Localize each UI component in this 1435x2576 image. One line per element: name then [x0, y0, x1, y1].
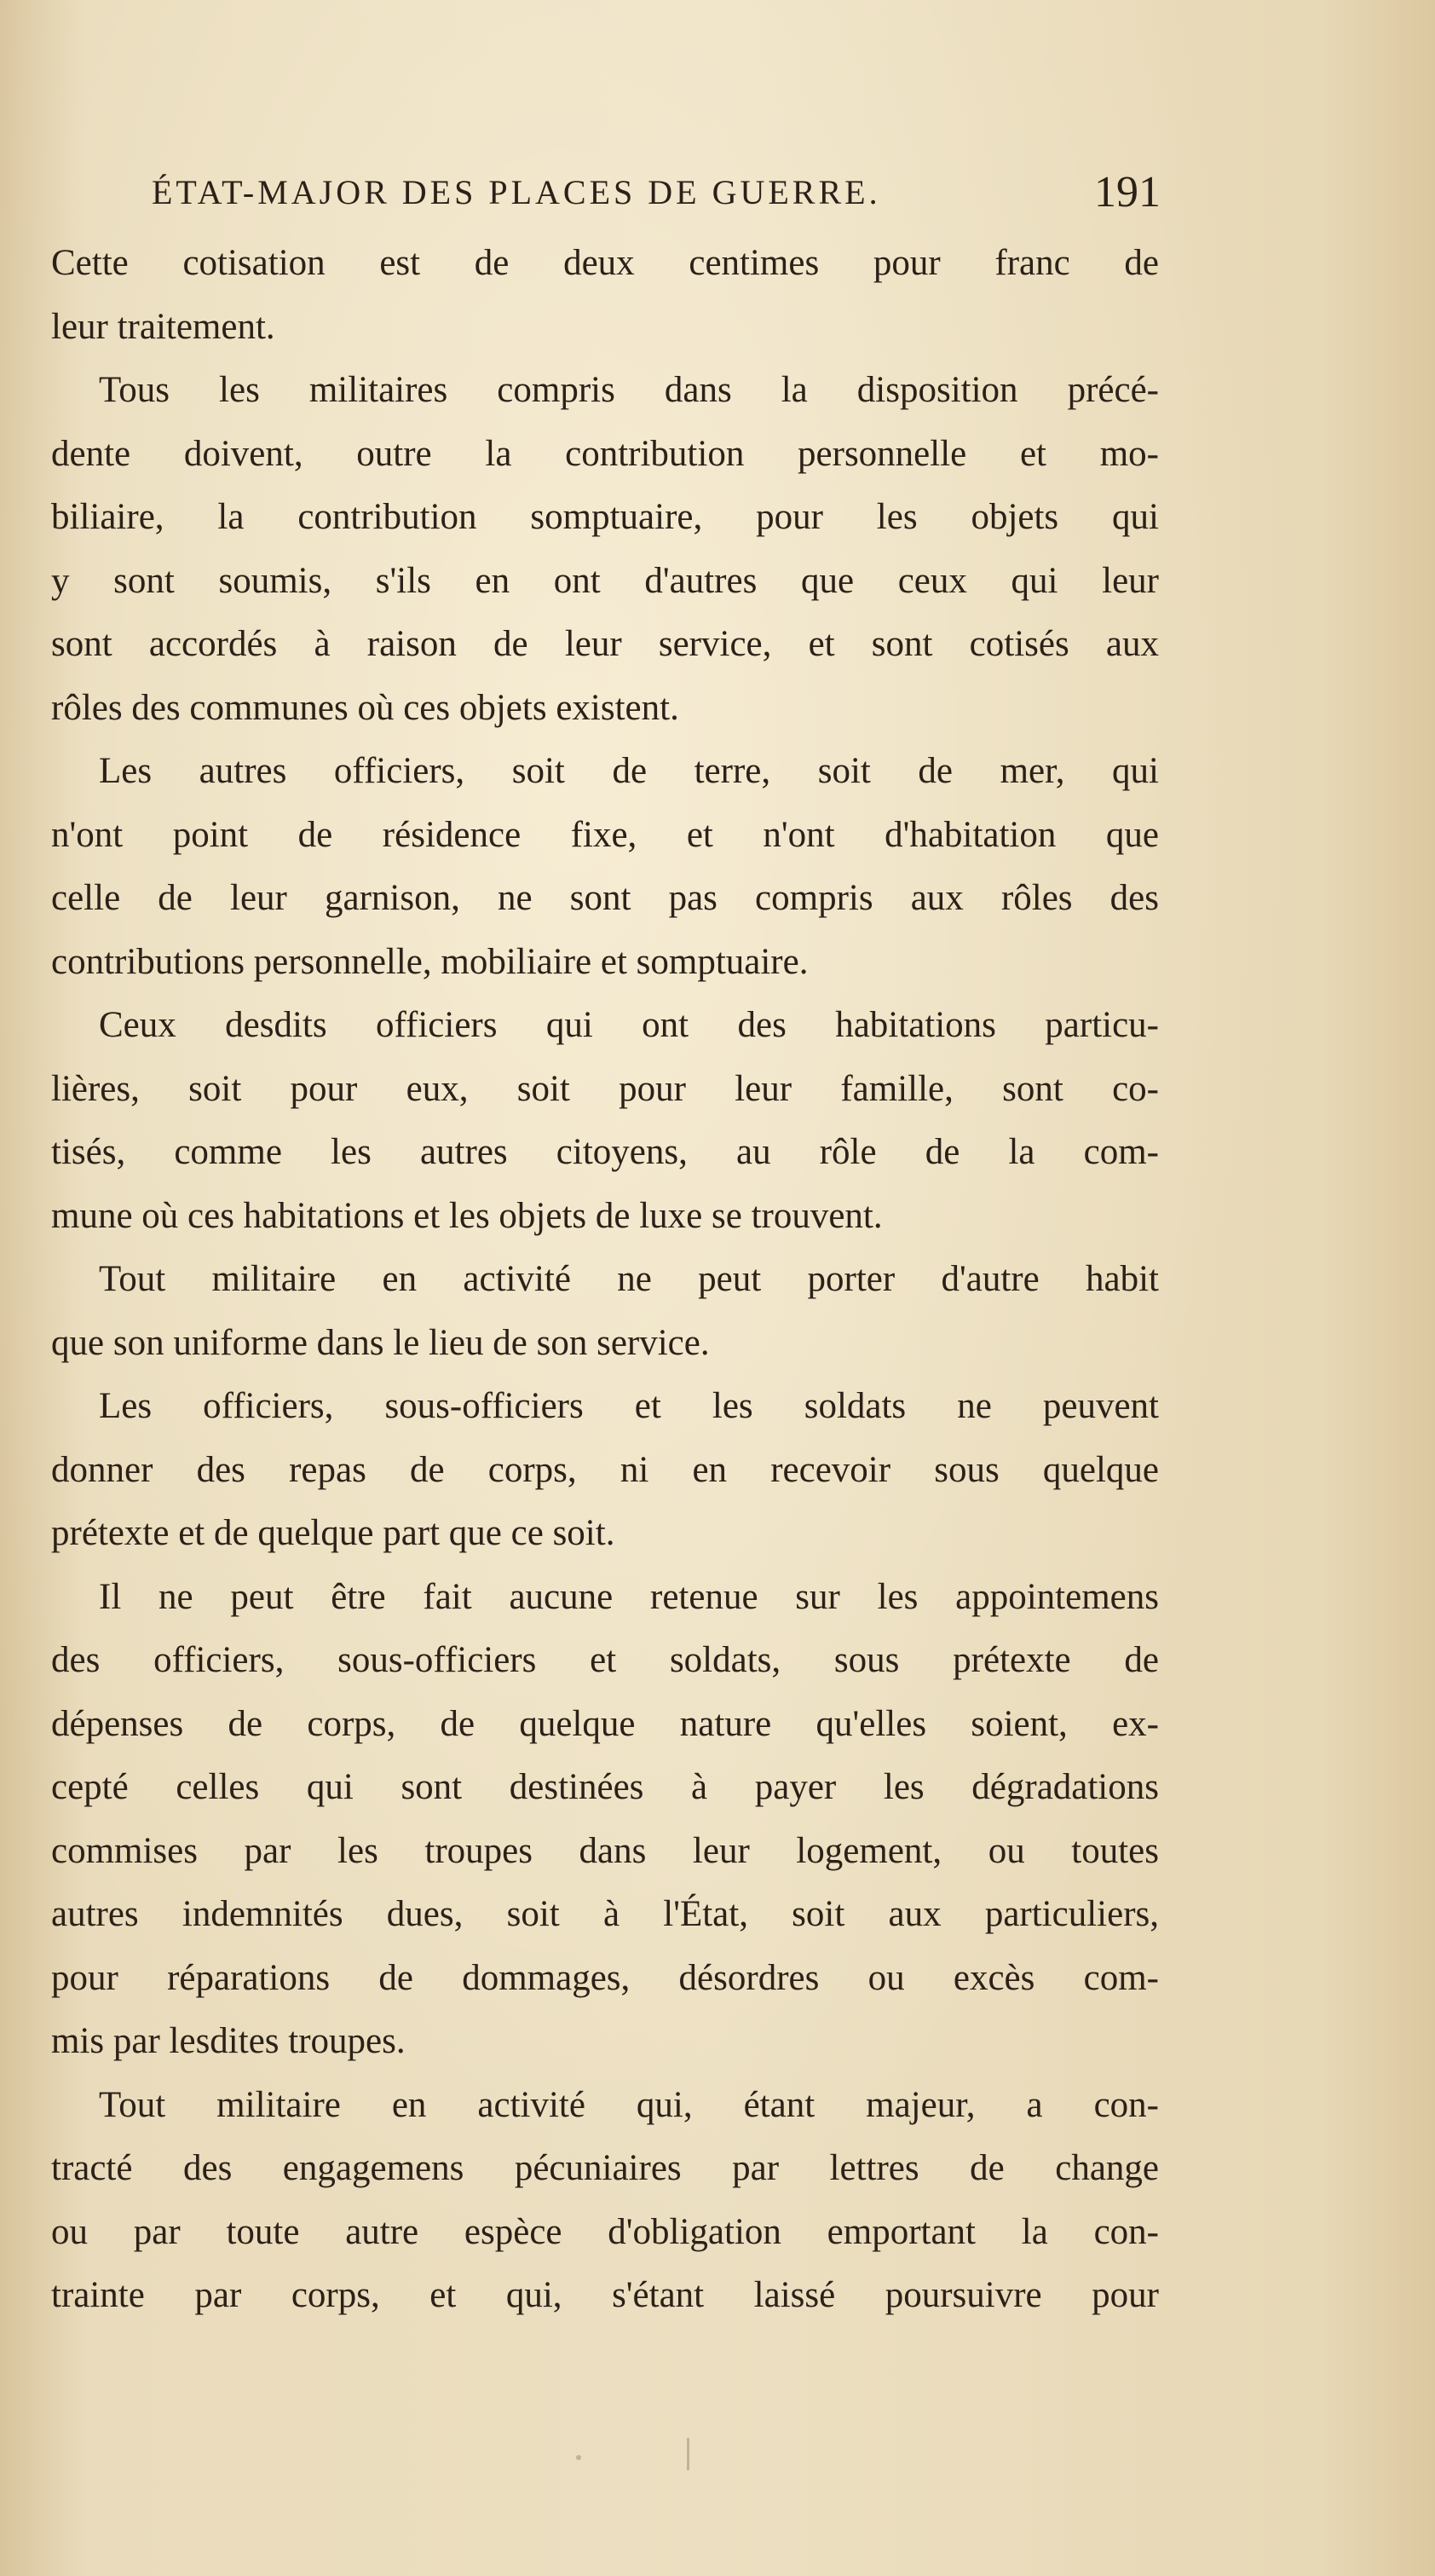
text-line: trainte par corps, et qui, s'étant laissé poursuivre pour	[51, 2275, 1159, 2315]
text-line: biliaire, la contribution somptuaire, pour les objets qui	[51, 497, 1159, 537]
paper-mark	[687, 2438, 689, 2470]
text-line: prétexte et de quelque part que ce soit.	[51, 1513, 615, 1553]
paper-mark	[576, 2455, 581, 2460]
text-line: leur traitement.	[51, 306, 275, 347]
text-line: Ceux desdits officiers qui ont des habitations particu-	[99, 1005, 1159, 1045]
text-line: lières, soit pour eux, soit pour leur famille, sont co-	[51, 1068, 1159, 1109]
text-line: Tout militaire en activité ne peut porter d'autre habit	[99, 1259, 1159, 1299]
text-line: commises par les troupes dans leur logement, ou toutes	[51, 1830, 1159, 1871]
text-line: Tous les militaires compris dans la disposition précé-	[99, 370, 1159, 410]
text-line: dépenses de corps, de quelque nature qu'elles soient, ex-	[51, 1703, 1159, 1744]
page-number: 191	[1094, 168, 1161, 217]
paragraph	[51, 1566, 1159, 2074]
text-line: sont accordés à raison de leur service, et sont cotisés aux	[51, 624, 1159, 664]
text-line: tisés, comme les autres citoyens, au rôle de la com-	[51, 1132, 1159, 1172]
text-line: des officiers, sous-officiers et soldats, sous prétexte de	[51, 1640, 1159, 1680]
text-line: rôles des communes où ces objets existent.	[51, 687, 679, 728]
text-line: tracté des engagemens pécuniaires par lettres de change	[51, 2148, 1159, 2188]
paragraph	[51, 359, 1159, 740]
text-line: que son uniforme dans le lieu de son service.	[51, 1322, 710, 1363]
paragraph	[51, 2074, 1159, 2328]
text-line: n'ont point de résidence fixe, et n'ont d'habitation que	[51, 814, 1159, 855]
text-line: Cette cotisation est de deux centimes pour franc de	[51, 243, 1159, 283]
paragraph	[51, 740, 1159, 994]
text-line: Les autres officiers, soit de terre, soit de mer, qui	[99, 751, 1159, 791]
text-line: cepté celles qui sont destinées à payer les dégradations	[51, 1767, 1159, 1807]
page-header	[152, 167, 1161, 218]
text-line: mis par lesdites troupes.	[51, 2021, 406, 2061]
text-line: contributions personnelle, mobiliaire et somptuaire.	[51, 941, 809, 982]
text-line: dente doivent, outre la contribution personnelle et mo-	[51, 433, 1159, 474]
text-line: Il ne peut être fait aucune retenue sur les appointemens	[99, 1576, 1159, 1617]
paragraph	[51, 232, 1159, 359]
running-head: ÉTAT-MAJOR DES PLACES DE GUERRE.	[152, 173, 881, 211]
text-line: Tout militaire en activité qui, étant majeur, a con-	[99, 2084, 1159, 2125]
paragraph	[51, 994, 1159, 1248]
text-line: pour réparations de dommages, désordres ou excès com-	[51, 1957, 1159, 1998]
text-line: ou par toute autre espèce d'obligation emportant la con-	[51, 2211, 1159, 2252]
text-line: donner des repas de corps, ni en recevoir sous quelque	[51, 1449, 1159, 1490]
text-line: y sont soumis, s'ils en ont d'autres que ceux qui leur	[51, 560, 1159, 601]
text-line: autres indemnités dues, soit à l'État, soit aux particuliers,	[51, 1894, 1159, 1934]
text-line: mune où ces habitations et les objets de luxe se trouvent.	[51, 1195, 883, 1236]
paragraph	[51, 1375, 1159, 1566]
paragraph	[51, 1248, 1159, 1375]
text-line: celle de leur garnison, ne sont pas compris aux rôles des	[51, 878, 1159, 918]
text-line: Les officiers, sous-officiers et les soldats ne peuvent	[99, 1386, 1159, 1426]
body-text	[51, 232, 1159, 2328]
